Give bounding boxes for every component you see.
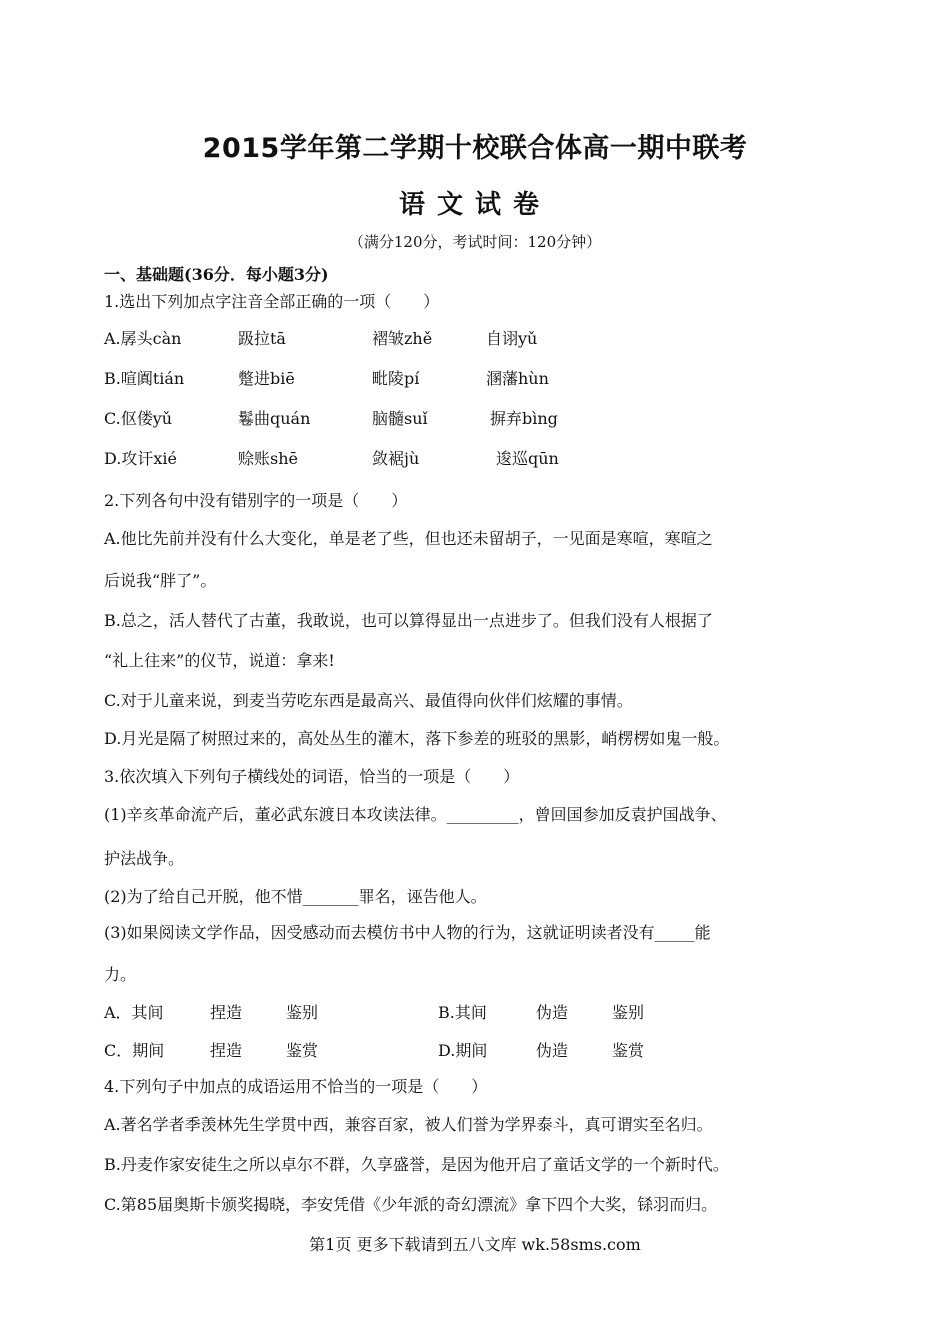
q3-stem: 3.依次填入下列句子横线处的词语，恰当的一项是（ ）: [104, 767, 520, 786]
q4-option-a: A.著名学者季羡林先生学贯中西，兼容百家，被人们誉为学界泰斗，真可谓实至名归。: [104, 1115, 713, 1134]
q3-sentence3-line1: (3)如果阅读文学作品，因受感动而去模仿书中人物的行为，这就证明读者没有_____能: [104, 923, 711, 942]
q1-b-4: 溷藩hùn: [486, 369, 549, 388]
q1-c-2: 鬈曲quán: [238, 409, 311, 428]
q3-option-d-3: 鉴赏: [612, 1041, 645, 1060]
exam-subtitle: 语文试卷: [398, 190, 551, 220]
exam-note: （满分120分，考试时间：120分钟）: [348, 233, 602, 251]
q3-option-b-2: 伪造: [536, 1003, 569, 1022]
q1-stem: 1.选出下列加点字注音全部正确的一项（ ）: [104, 292, 440, 311]
q3-option-d-1: D.期间: [438, 1041, 488, 1060]
q3-option-b-1: B.其间: [438, 1003, 487, 1022]
q4-stem: 4.下列句子中加点的成语运用不恰当的一项是（ ）: [104, 1077, 488, 1096]
q2-option-a-line2: 后说我“胖了”。: [104, 571, 217, 590]
q1-d-3: 敛裾jù: [372, 449, 420, 468]
q2-option-a-line1: A.他比先前并没有什么大变化，单是老了些，但也还未留胡子，一见面是寒喧，寒喧之: [104, 529, 713, 548]
q1-a-2: 趿拉tā: [238, 329, 286, 348]
q2-stem: 2.下列各句中没有错别字的一项是（ ）: [104, 491, 408, 510]
q3-option-a-1: A．其间: [104, 1003, 164, 1022]
q3-option-b-3: 鉴别: [612, 1003, 645, 1022]
q3-sentence3-line2: 力。: [104, 965, 137, 984]
section-heading: 一、基础题(36分．每小题3分): [104, 265, 329, 284]
q1-a-1: A.孱头càn: [104, 329, 182, 348]
q3-sentence1-line2: 护法战争。: [104, 849, 185, 868]
q4-option-c: C.第85届奥斯卡颁奖揭晓，李安凭借《少年派的奇幻漂流》拿下四个大奖，铩羽而归。: [104, 1195, 718, 1214]
q3-option-a-2: 捏造: [210, 1003, 243, 1022]
exam-title: 2015学年第二学期十校联合体高一期中联考: [202, 133, 748, 164]
q2-option-c: C.对于儿童来说，到麦当劳吃东西是最高兴、最值得向伙伴们炫耀的事情。: [104, 691, 633, 710]
q1-b-2: 蹩进biē: [238, 369, 295, 388]
q3-sentence2: (2)为了给自己开脱，他不惜_______罪名，诬告他人。: [104, 887, 487, 906]
q4-option-b: B.丹麦作家安徒生之所以卓尔不群，久享盛誉，是因为他开启了童话文学的一个新时代。: [104, 1155, 729, 1174]
q1-a-4: 自诩yǔ: [486, 329, 538, 348]
q2-option-b-line1: B.总之，活人替代了古董，我敢说，也可以算得显出一点进步了。但我们没有人根据了: [104, 611, 713, 630]
q1-b-3: 毗陵pí: [372, 369, 420, 388]
q3-option-c-3: 鉴赏: [286, 1041, 319, 1060]
q1-d-4: 逡巡qūn: [496, 449, 559, 468]
q3-option-c-2: 捏造: [210, 1041, 243, 1060]
q3-option-c-1: C．期间: [104, 1041, 165, 1060]
q1-a-3: 褶皱zhě: [372, 329, 433, 348]
q1-d-1: D.攻讦xié: [104, 449, 177, 468]
q2-option-b-line2: “礼上往来”的仪节，说道：拿来!: [104, 651, 335, 670]
q1-b-1: B.喧阗tián: [104, 369, 185, 388]
q3-sentence1-line1: (1)辛亥革命流产后，董必武东渡日本攻读法律。_________，曾回国参加反袁护国战争、: [104, 805, 727, 824]
q1-c-1: C.伛偻yǔ: [104, 409, 173, 428]
q3-option-d-2: 伪造: [536, 1041, 569, 1060]
page-footer: 第1页 更多下载请到五八文库 wk.58sms.com: [309, 1235, 641, 1254]
q2-option-d: D.月光是隔了树照过来的，高处丛生的灌木，落下参差的班驳的黑影，峭楞楞如鬼一般。: [104, 729, 730, 748]
q1-d-2: 赊账shē: [238, 449, 298, 468]
q3-option-a-3: 鉴别: [286, 1003, 319, 1022]
q1-c-3: 脑髓suǐ: [372, 409, 428, 428]
q1-c-4: 摒弃bìng: [490, 409, 558, 428]
